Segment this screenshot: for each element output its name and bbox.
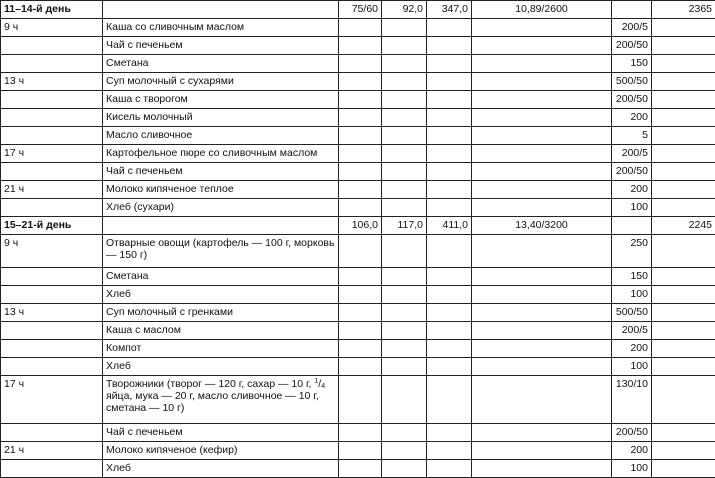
empty-cell — [472, 376, 612, 424]
empty-cell — [652, 109, 715, 127]
meal-time — [1, 322, 103, 340]
period-row-2 — [1, 217, 715, 235]
serving-value: 200/50 — [612, 163, 652, 181]
empty-cell — [339, 235, 382, 268]
carbs-value: 411,0 — [427, 217, 472, 235]
empty-cell — [472, 181, 612, 199]
empty-cell — [427, 460, 472, 478]
empty-cell — [382, 55, 427, 73]
empty-cell — [427, 235, 472, 268]
empty-cell — [382, 181, 427, 199]
empty-cell — [472, 460, 612, 478]
meal-row — [1, 358, 715, 376]
meal-time — [1, 268, 103, 286]
empty-cell — [652, 73, 715, 91]
serving-value: 200/5 — [612, 19, 652, 37]
empty-cell — [472, 322, 612, 340]
empty-cell — [652, 91, 715, 109]
empty-cell — [339, 442, 382, 460]
dish-name: Чай с печеньем — [103, 163, 339, 181]
meal-time — [1, 199, 103, 217]
empty-cell — [339, 322, 382, 340]
empty-cell — [652, 19, 715, 37]
empty-cell — [339, 145, 382, 163]
meal-row — [1, 163, 715, 181]
serving-value: 200/5 — [612, 145, 652, 163]
serving-value: 500/50 — [612, 304, 652, 322]
empty-cell — [472, 109, 612, 127]
empty-cell — [339, 199, 382, 217]
empty-cell — [382, 163, 427, 181]
empty-cell — [472, 163, 612, 181]
empty-cell — [339, 109, 382, 127]
period-title: 11–14-й день — [1, 1, 103, 19]
empty-cell — [103, 217, 339, 235]
empty-cell — [427, 91, 472, 109]
meal-time — [1, 127, 103, 145]
diet-table-body — [1, 1, 715, 478]
period-title: 15–21-й день — [1, 217, 103, 235]
meal-row — [1, 268, 715, 286]
meal-row — [1, 73, 715, 91]
meal-row — [1, 424, 715, 442]
empty-cell — [339, 19, 382, 37]
dish-name: Суп молочный с сухарями — [103, 73, 339, 91]
serving-value: 200 — [612, 442, 652, 460]
meal-time — [1, 286, 103, 304]
empty-cell — [652, 424, 715, 442]
empty-cell — [382, 376, 427, 424]
dish-name: Чай с печеньем — [103, 37, 339, 55]
meal-row — [1, 199, 715, 217]
meal-time: 9 ч — [1, 235, 103, 268]
dish-name: Отварные овощи (картофель — 100 г, морковь — 150 г) — [103, 235, 339, 268]
empty-cell — [652, 235, 715, 268]
protein-value: 75/60 — [339, 1, 382, 19]
empty-cell — [652, 55, 715, 73]
empty-cell — [427, 376, 472, 424]
dish-name: Суп молочный с гренками — [103, 304, 339, 322]
empty-cell — [382, 268, 427, 286]
empty-cell — [339, 340, 382, 358]
empty-cell — [652, 37, 715, 55]
meal-time — [1, 163, 103, 181]
meal-row — [1, 235, 715, 268]
meal-time: 17 ч — [1, 145, 103, 163]
empty-cell — [427, 181, 472, 199]
meal-row — [1, 460, 715, 478]
dish-name: Хлеб — [103, 460, 339, 478]
fat-value: 92,0 — [382, 1, 427, 19]
empty-cell — [339, 163, 382, 181]
empty-cell — [652, 181, 715, 199]
empty-cell — [382, 304, 427, 322]
meal-time — [1, 55, 103, 73]
meal-row — [1, 442, 715, 460]
empty-cell — [339, 181, 382, 199]
empty-cell — [339, 286, 382, 304]
empty-cell — [427, 286, 472, 304]
empty-cell — [652, 304, 715, 322]
dish-name: Молоко кипяченое (кефир) — [103, 442, 339, 460]
meal-time: 13 ч — [1, 304, 103, 322]
empty-cell — [103, 1, 339, 19]
empty-cell — [612, 217, 652, 235]
meal-row-curd — [1, 376, 715, 424]
empty-cell — [472, 127, 612, 145]
empty-cell — [382, 127, 427, 145]
empty-cell — [472, 235, 612, 268]
empty-cell — [382, 19, 427, 37]
empty-cell — [427, 73, 472, 91]
dish-name: Каша с творогом — [103, 91, 339, 109]
empty-cell — [652, 127, 715, 145]
empty-cell — [339, 460, 382, 478]
meal-row — [1, 181, 715, 199]
meal-row — [1, 145, 715, 163]
carbs-value: 347,0 — [427, 1, 472, 19]
empty-cell — [472, 424, 612, 442]
empty-cell — [472, 268, 612, 286]
serving-value: 100 — [612, 286, 652, 304]
meal-time — [1, 37, 103, 55]
kcal-value: 2245 — [652, 217, 715, 235]
serving-value: 250 — [612, 235, 652, 268]
empty-cell — [382, 91, 427, 109]
empty-cell — [339, 358, 382, 376]
empty-cell — [427, 199, 472, 217]
empty-cell — [472, 304, 612, 322]
dish-name: Творожники (творог — 120 г, сахар — 10 г, $^1/_4$ яйца, мука — 20 г, масло сливочное — 10 г, сметана — 10 г) — [103, 376, 339, 424]
empty-cell — [382, 145, 427, 163]
empty-cell — [339, 55, 382, 73]
dish-name: Каша с маслом — [103, 322, 339, 340]
dish-name: Хлеб — [103, 358, 339, 376]
empty-cell — [652, 376, 715, 424]
empty-cell — [427, 109, 472, 127]
empty-cell — [472, 340, 612, 358]
dish-name: Хлеб — [103, 286, 339, 304]
empty-cell — [472, 286, 612, 304]
empty-cell — [652, 268, 715, 286]
empty-cell — [472, 91, 612, 109]
meal-row — [1, 286, 715, 304]
meal-time — [1, 358, 103, 376]
empty-cell — [427, 424, 472, 442]
empty-cell — [472, 73, 612, 91]
meal-row — [1, 322, 715, 340]
empty-cell — [382, 340, 427, 358]
empty-cell — [652, 145, 715, 163]
empty-cell — [427, 268, 472, 286]
salt-energy-value: 10,89/2600 — [472, 1, 612, 19]
serving-value: 200 — [612, 181, 652, 199]
empty-cell — [339, 304, 382, 322]
empty-cell — [382, 442, 427, 460]
meal-row — [1, 91, 715, 109]
empty-cell — [427, 37, 472, 55]
dish-name: Чай с печеньем — [103, 424, 339, 442]
empty-cell — [339, 268, 382, 286]
empty-cell — [652, 358, 715, 376]
empty-cell — [652, 163, 715, 181]
protein-value: 106,0 — [339, 217, 382, 235]
empty-cell — [339, 424, 382, 442]
empty-cell — [652, 340, 715, 358]
empty-cell — [472, 358, 612, 376]
meal-time — [1, 460, 103, 478]
empty-cell — [427, 55, 472, 73]
serving-value: 200/50 — [612, 91, 652, 109]
meal-time — [1, 91, 103, 109]
serving-value: 200/5 — [612, 322, 652, 340]
serving-value: 100 — [612, 199, 652, 217]
serving-value: 100 — [612, 358, 652, 376]
dish-name: Каша со сливочным маслом — [103, 19, 339, 37]
serving-value: 100 — [612, 460, 652, 478]
meal-time — [1, 340, 103, 358]
empty-cell — [427, 19, 472, 37]
empty-cell — [339, 376, 382, 424]
empty-cell — [427, 322, 472, 340]
empty-cell — [382, 199, 427, 217]
empty-cell — [382, 73, 427, 91]
meal-row — [1, 127, 715, 145]
empty-cell — [339, 127, 382, 145]
meal-row — [1, 109, 715, 127]
serving-value: 200 — [612, 340, 652, 358]
period-row-1 — [1, 1, 715, 19]
empty-cell — [652, 442, 715, 460]
empty-cell — [382, 286, 427, 304]
empty-cell — [472, 19, 612, 37]
empty-cell — [382, 109, 427, 127]
empty-cell — [382, 235, 427, 268]
empty-cell — [472, 55, 612, 73]
empty-cell — [472, 145, 612, 163]
empty-cell — [612, 1, 652, 19]
empty-cell — [339, 37, 382, 55]
serving-value: 200/50 — [612, 424, 652, 442]
empty-cell — [427, 442, 472, 460]
serving-value: 5 — [612, 127, 652, 145]
empty-cell — [472, 442, 612, 460]
empty-cell — [427, 358, 472, 376]
empty-cell — [382, 460, 427, 478]
empty-cell — [472, 199, 612, 217]
dish-name: Сметана — [103, 55, 339, 73]
serving-value: 150 — [612, 268, 652, 286]
dish-name: Компот — [103, 340, 339, 358]
dish-name: Масло сливочное — [103, 127, 339, 145]
meal-row — [1, 19, 715, 37]
meal-row — [1, 304, 715, 322]
meal-time — [1, 424, 103, 442]
meal-time: 21 ч — [1, 181, 103, 199]
meal-row — [1, 340, 715, 358]
meal-time — [1, 109, 103, 127]
meal-time: 21 ч — [1, 442, 103, 460]
empty-cell — [382, 37, 427, 55]
fat-value: 117,0 — [382, 217, 427, 235]
serving-value: 150 — [612, 55, 652, 73]
meal-time: 9 ч — [1, 19, 103, 37]
empty-cell — [382, 358, 427, 376]
serving-value: 130/10 — [612, 376, 652, 424]
meal-time: 17 ч — [1, 376, 103, 424]
salt-energy-value: 13,40/3200 — [472, 217, 612, 235]
empty-cell — [427, 145, 472, 163]
dish-name: Сметана — [103, 268, 339, 286]
meal-row — [1, 55, 715, 73]
empty-cell — [652, 286, 715, 304]
meal-time: 13 ч — [1, 73, 103, 91]
meal-row — [1, 37, 715, 55]
serving-value: 200/50 — [612, 37, 652, 55]
empty-cell — [339, 91, 382, 109]
serving-value: 500/50 — [612, 73, 652, 91]
empty-cell — [652, 322, 715, 340]
dish-name: Картофельное пюре со сливочным маслом — [103, 145, 339, 163]
empty-cell — [339, 73, 382, 91]
dish-name: Молоко кипяченое теплое — [103, 181, 339, 199]
dish-name: Хлеб (сухари) — [103, 199, 339, 217]
empty-cell — [427, 340, 472, 358]
serving-value: 200 — [612, 109, 652, 127]
empty-cell — [427, 127, 472, 145]
empty-cell — [652, 199, 715, 217]
kcal-value: 2365 — [652, 1, 715, 19]
empty-cell — [472, 37, 612, 55]
empty-cell — [652, 460, 715, 478]
dish-name: Кисель молочный — [103, 109, 339, 127]
empty-cell — [427, 304, 472, 322]
empty-cell — [382, 424, 427, 442]
empty-cell — [382, 322, 427, 340]
empty-cell — [427, 163, 472, 181]
